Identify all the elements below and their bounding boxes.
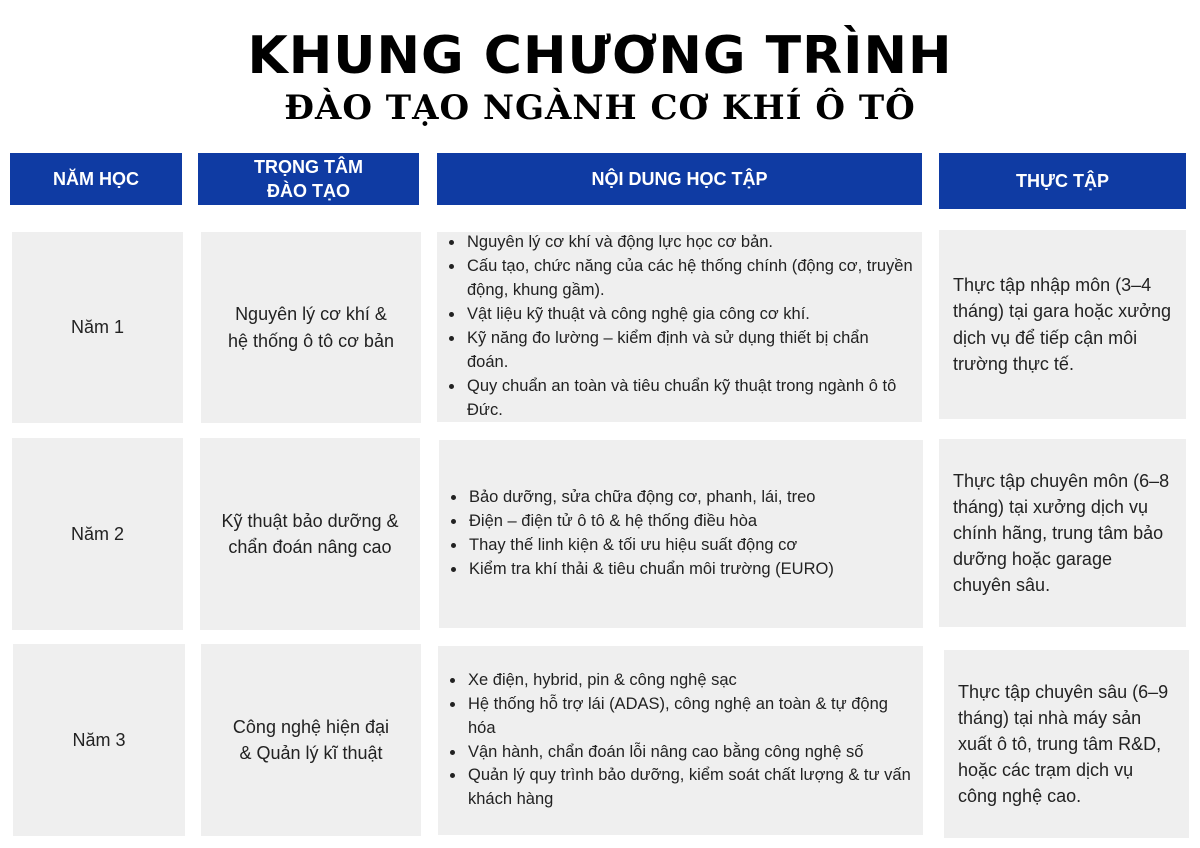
header-year-label: NĂM HỌC xyxy=(53,168,139,189)
row-3-year xyxy=(13,644,185,836)
row-2-internship-text: Thực tập chuyên môn (6–8 tháng) tại xưởng dịch vụ chính hãng, trung tâm bảo dưỡng hoặc garage chuyên sâu. xyxy=(953,470,1170,596)
row-1-focus-label: Nguyên lý cơ khí & hệ thống ô tô cơ bản xyxy=(228,304,394,351)
header-internship-label: THỰC TẬP xyxy=(1016,170,1109,191)
header-focus xyxy=(198,153,419,205)
row-1-internship-text: Thực tập nhập môn (3–4 tháng) tại gara hoặc xưởng dịch vụ để tiếp cận môi trường thực tế. xyxy=(953,275,1171,374)
row-3-content-item: • Xe điện, hybrid, pin & công nghệ sạc xyxy=(466,669,915,693)
page-title: KHUNG CHƯƠNG TRÌNH xyxy=(247,26,953,86)
row-1-content-list xyxy=(449,231,914,422)
row-2-content-item: • Thay thế linh kiện & tối ưu hiệu suất động cơ xyxy=(467,534,834,558)
row-1-focus xyxy=(201,232,421,423)
page-subtitle: ĐÀO TẠO NGÀNH CƠ KHÍ Ô TÔ xyxy=(284,88,916,128)
row-2-year xyxy=(12,438,183,630)
row-3-content-item: • Hệ thống hỗ trợ lái (ADAS), công nghệ an toàn & tự động hóa xyxy=(466,693,915,741)
row-2-content-item: • Kiểm tra khí thải & tiêu chuẩn môi trường (EURO) xyxy=(467,558,834,582)
row-1-content-item: • Quy chuẩn an toàn và tiêu chuẩn kỹ thuật trong ngành ô tô Đức. xyxy=(465,375,914,423)
row-1-content xyxy=(437,232,922,422)
row-1-content-item: • Vật liệu kỹ thuật và công nghệ gia công cơ khí. xyxy=(465,303,914,327)
row-1-year xyxy=(12,232,183,423)
header-focus-label: TRỌNG TÂM ĐÀO TẠO xyxy=(254,156,363,201)
row-3-focus xyxy=(201,644,421,836)
row-2-focus-label: Kỹ thuật bảo dưỡng & chẩn đoán nâng cao xyxy=(221,510,399,557)
row-2-content-item: • Điện – điện tử ô tô & hệ thống điều hòa xyxy=(467,510,834,534)
row-1-year-label: Năm 1 xyxy=(70,317,124,338)
row-1-content-item: • Cấu tạo, chức năng của các hệ thống chính (động cơ, truyền động, khung gầm). xyxy=(465,255,914,303)
row-2-content-item: • Bảo dưỡng, sửa chữa động cơ, phanh, lái, treo xyxy=(467,486,834,510)
row-3-internship xyxy=(944,650,1189,838)
row-1-content-item: • Nguyên lý cơ khí và động lực học cơ bản. xyxy=(465,231,914,255)
row-2-content-list xyxy=(451,486,834,582)
row-2-focus xyxy=(200,438,420,630)
row-3-internship-text: Thực tập chuyên sâu (6–9 tháng) tại nhà máy sản xuất ô tô, trung tâm R&D, hoặc các trạm dịch vụ công nghệ cao. xyxy=(958,681,1169,807)
header-year xyxy=(10,153,182,205)
row-3-focus-label: Công nghệ hiện đại & Quản lý kĩ thuật xyxy=(232,716,390,763)
header-internship xyxy=(939,153,1186,209)
row-1-internship xyxy=(939,230,1186,419)
row-2-content xyxy=(439,440,923,628)
row-1-content-item: • Kỹ năng đo lường – kiểm định và sử dụng thiết bị chẩn đoán. xyxy=(465,327,914,375)
header-content xyxy=(437,153,922,205)
row-3-content-item: • Vận hành, chẩn đoán lỗi nâng cao bằng công nghệ số xyxy=(466,741,915,765)
row-2-year-label: Năm 2 xyxy=(70,523,124,544)
header-content-label: NỘI DUNG HỌC TẬP xyxy=(591,168,768,189)
row-3-content-item: • Quản lý quy trình bảo dưỡng, kiểm soát chất lượng & tư vấn khách hàng xyxy=(466,764,915,812)
row-2-internship xyxy=(939,439,1186,627)
row-3-year-label: Năm 3 xyxy=(72,729,126,750)
row-3-content xyxy=(438,646,923,835)
row-3-content-list xyxy=(450,669,915,813)
